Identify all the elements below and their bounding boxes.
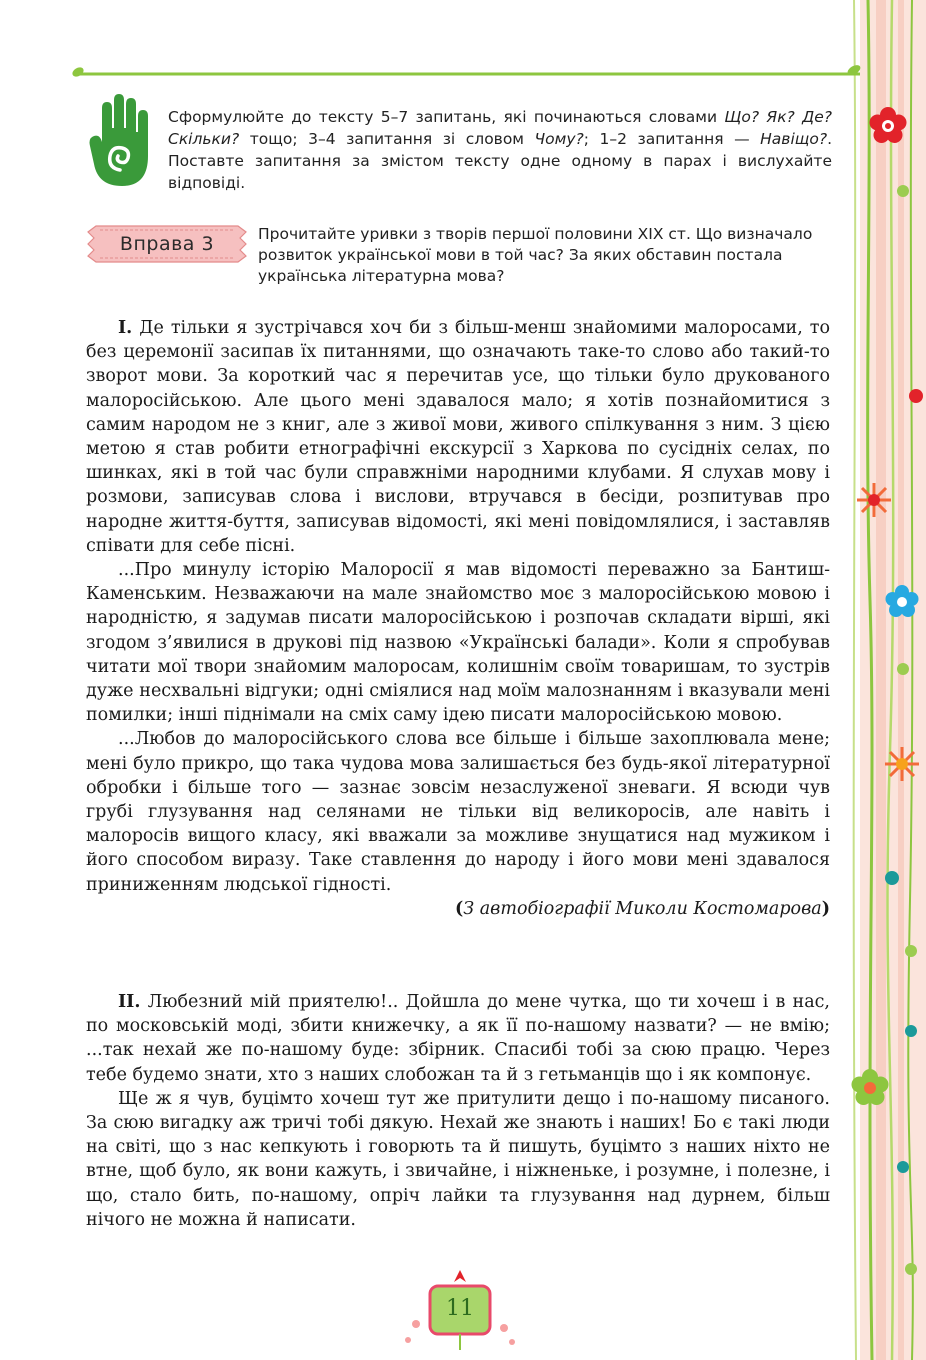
exercise-label: Вправа 3 bbox=[119, 233, 215, 255]
dot-icon bbox=[908, 388, 924, 404]
part-2-paragraph: II. Любезний мій приятелю!.. Дойшла до мене чутка, що ти хочеш і в нас, по московській моді, збити книжечку, а як її по-нашому назвати? — не вмію; ...так нехай же по-нашому буде: збірник. Спасибі тобі за сюю працю. Через тебе будемо знати, хто з наших слобожан та й з гетьманців що і як компонує. bbox=[86, 992, 830, 1085]
source-citation: (З автобіографії Миколи Костомарова) bbox=[455, 898, 830, 919]
dot-icon bbox=[896, 662, 910, 676]
dot-icon bbox=[904, 1262, 918, 1276]
flower-icon bbox=[854, 480, 894, 520]
part-1-paragraph: I. Де тільки я зустрічався хоч би з більш-менш знайомими малоросами, то без церемонії засипав їх питаннями, що означають таке-то слово або такий-то зворот мови. За короткий час я перечитав усе, що тільки було друкованого малоросійською. Але цього мені здавалося мало; я хотів познайомитися з самим народом не з книг, але з живої мови, живого спілкування з ним. З цією метою я став робити етнографічні екскурсії з Харкова по сусідніх селах, по шинках, які в той час були справжніми народними клубами. Я слухав мову і розмови, записував слова і вислови, втручався в бесіди, розпитував про народне життя-буття, записував відомості, які мені повідомлялися, і заставляв співати для себе пісні. bbox=[86, 318, 830, 556]
hand-icon bbox=[88, 94, 152, 190]
decorative-border bbox=[846, 0, 926, 1360]
dot-icon bbox=[896, 1160, 910, 1174]
part-1-text bbox=[86, 316, 830, 921]
flower-icon bbox=[848, 1066, 892, 1110]
part-2-paragraph: Ще ж я чув, буцімто хочеш тут же притулити дещо і по-нашому писаного. За сюю вигадку аж тричі тобі дякую. Нехай же знають і наших! Бо є такі люди на світі, що з нас кепкують і говорють та й пишуть, буцімто з наших ніхто не втне, щоб було, як вони кажуть, і звичайне, і ніжненьке, і розумне, і полезне, і що, стало бить, по-нашому, опріч лайки та глузування над дурнем, більш нічого не можна й написати. bbox=[86, 1088, 830, 1230]
part-2-text bbox=[86, 990, 830, 1232]
dot-icon bbox=[904, 944, 918, 958]
dot-icon bbox=[884, 870, 900, 886]
task-text: Сформулюйте до тексту 5–7 запитань, які починаються словами Що? Як? Де? Скільки? тощо; 3–4 запитання зі словом Чому?; 1–2 запитання — Навіщо?. Поставте запитання за змістом тексту одне одному в парах і вислухайте відповіді. bbox=[168, 108, 832, 192]
dot-icon bbox=[904, 1024, 918, 1038]
flower-icon bbox=[882, 744, 922, 784]
flower-icon bbox=[882, 582, 922, 622]
top-vine-divider bbox=[68, 62, 868, 86]
exercise-instruction: Прочитайте уривки з творів першої половини XIX ст. Що визначало розвиток української мови в той час? За яких обставин постала українська літературна мова? bbox=[258, 225, 813, 285]
part-1-paragraph: ...Любов до малоросійського слова все більше і більше захоплювала мене; мені було прикро, що така чудова мова залишається без будь-якої літературної обробки і більше того — зазнає зовсім незаслуженої зневаги. Я всюди чув грубі глузування над селянами не тільки від великоросів, але навіть і малоросів вищого класу, які вважали за можливе знущатися над мужиком і його способом виразу. Таке ставлення до народу і його мови мені здавалося приниженням людської гідності. bbox=[86, 729, 830, 895]
dot-icon bbox=[896, 184, 910, 198]
page-number: 11 bbox=[446, 1296, 474, 1321]
flower-icon bbox=[866, 104, 910, 148]
part-1-paragraph: ...Про минулу історію Малоросії я мав відомості переважно за Бантиш-Каменським. Незважаючи на мале знайомство моє з малоросійською мовою і народністю, я задумав писати малоросійською і розпочав складати вірші, які згодом з’явилися в друкові під назвою «Українські балади». Коли я спробував читати мої твори знайомим малоросам, колишнім своїм товаришам, то зустрів дуже несхвальні відгуки; одні сміялися над моїм малознанням і вказували мені помилки; інші піднімали на сміх саму ідею писати малоросійською мовою. bbox=[86, 560, 830, 726]
